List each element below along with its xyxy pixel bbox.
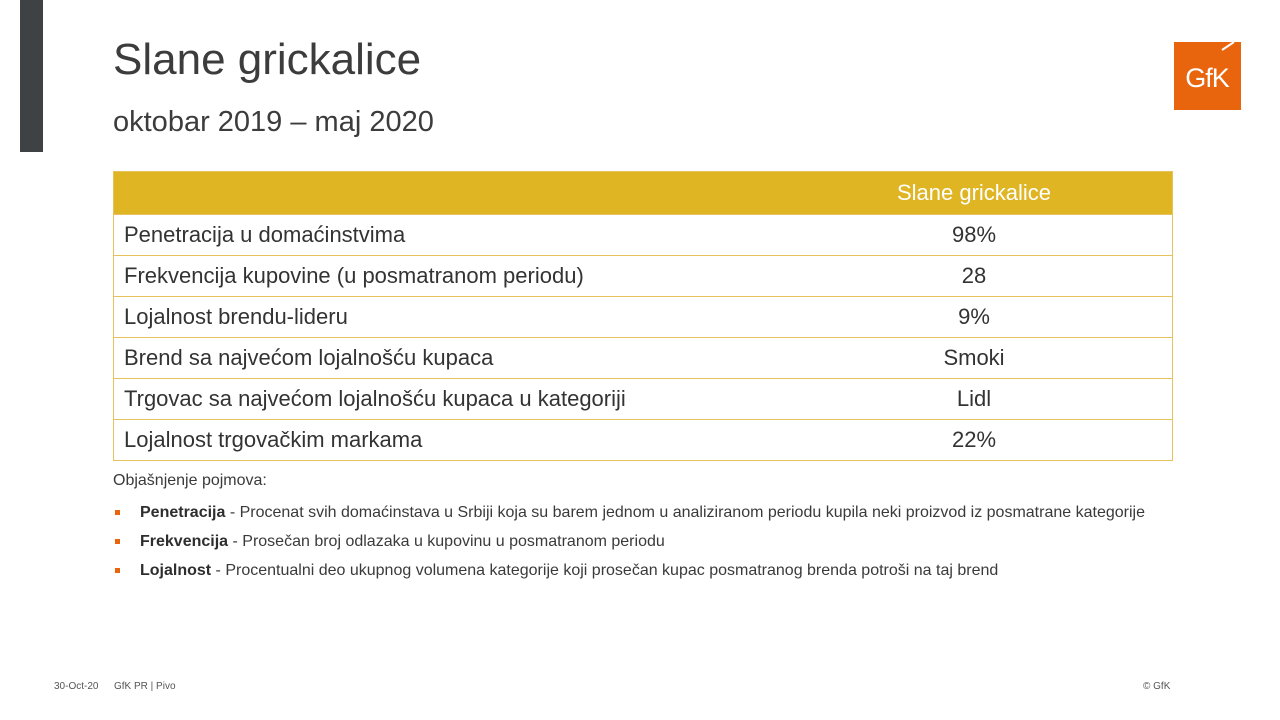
footer-copyright: © GfK: [1143, 681, 1171, 692]
definition-text: - Prosečan broj odlazaka u kupovinu u posmatranom periodu: [228, 533, 665, 550]
left-accent-bar: [20, 0, 43, 152]
definition-item: [113, 529, 1173, 555]
table-row: [114, 378, 1172, 419]
definition-item: [113, 558, 1173, 584]
logo-text: GfK: [1185, 63, 1229, 93]
row-label: Brend sa najvećom lojalnošću kupaca: [124, 345, 494, 370]
footer-date: 30-Oct-20: [54, 681, 99, 692]
row-value: 98%: [951, 222, 997, 247]
bullet-square-icon: [115, 539, 120, 544]
slide-title: Slane grickalice: [113, 35, 422, 84]
row-value: Smoki: [943, 345, 1005, 370]
definitions-title: Objašnjenje pojmova:: [113, 472, 267, 489]
definition-item: [113, 500, 1173, 526]
definition-term: Frekvencija: [140, 533, 229, 550]
bullet-square-icon: [115, 510, 120, 515]
table-row: [114, 214, 1172, 255]
definition-term: Lojalnost: [140, 562, 212, 579]
row-value: 22%: [951, 427, 997, 452]
table-header-value: Slane grickalice: [896, 180, 1052, 205]
definitions-section: [113, 470, 1173, 587]
definition-text: - Procentualni deo ukupnog volumena kategorije koji prosečan kupac posmatranog brenda potroši na taj brend: [211, 562, 999, 579]
table-row: [114, 419, 1172, 460]
row-value: 28: [961, 263, 987, 288]
row-label: Lojalnost brendu-lideru: [124, 304, 348, 329]
table-row: [114, 337, 1172, 378]
definition-term: Penetracija: [140, 504, 226, 521]
row-value: Lidl: [956, 386, 992, 411]
row-label: Penetracija u domaćinstvima: [124, 222, 406, 247]
row-value: 9%: [958, 304, 990, 329]
table-row: [114, 255, 1172, 296]
slide-subtitle: oktobar 2019 – maj 2020: [113, 106, 434, 138]
row-label: Trgovac sa najvećom lojalnošću kupaca u kategoriji: [124, 386, 626, 411]
row-label: Frekvencija kupovine (u posmatranom periodu): [124, 263, 584, 288]
table-row: [114, 296, 1172, 337]
metrics-table: [113, 171, 1173, 461]
row-label: Lojalnost trgovačkim markama: [124, 427, 423, 452]
table-header: [114, 172, 1172, 214]
footer-source: GfK PR | Pivo: [114, 681, 176, 692]
gfk-logo: [1174, 42, 1241, 110]
bullet-square-icon: [115, 568, 120, 573]
definition-text: - Procenat svih domaćinstava u Srbiji koja su barem jednom u analiziranom periodu kupila neki proizvod iz posmatrane kategorije: [225, 504, 1145, 521]
